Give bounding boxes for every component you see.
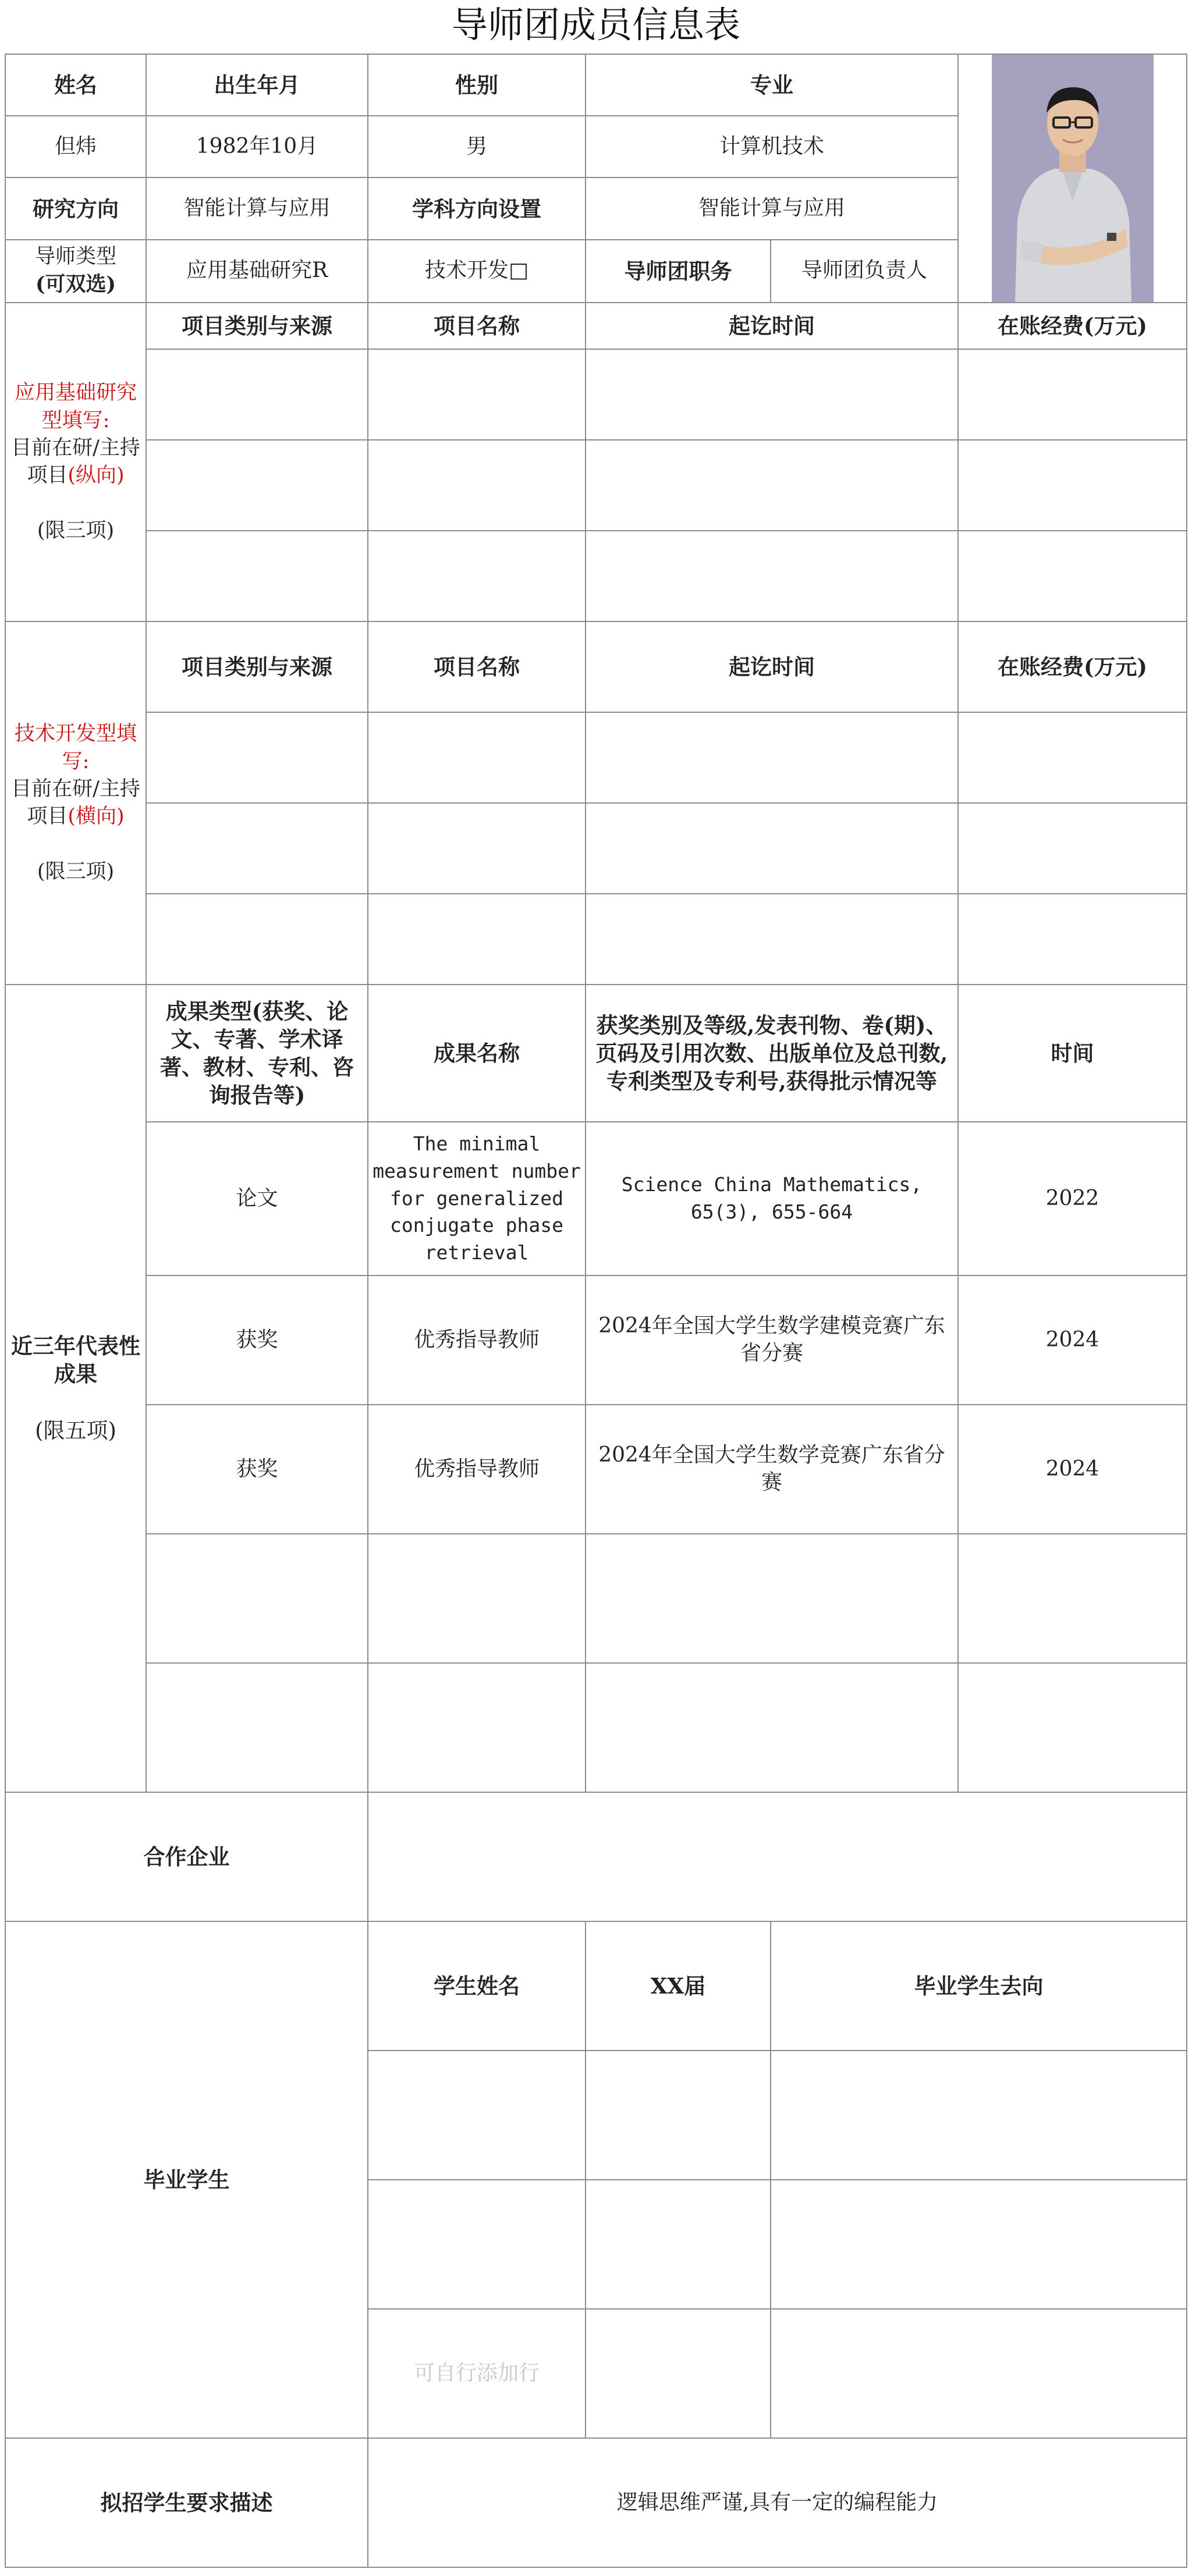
type-option-tech: 技术开发□ xyxy=(368,240,586,303)
achievement-row xyxy=(5,1275,1187,1405)
vertical-header-period: 起讫时间 xyxy=(586,303,958,349)
discipline-label: 学科方向设置 xyxy=(368,177,586,239)
achievement-time: 2022 xyxy=(958,1122,1187,1275)
graduate-header-name: 学生姓名 xyxy=(368,1921,586,2051)
achievements-label: 近三年代表性成果 (限五项) xyxy=(5,985,146,1792)
major-value: 计算机技术 xyxy=(586,116,958,177)
horizontal-header-period: 起讫时间 xyxy=(586,621,958,712)
vertical-project-row xyxy=(5,349,1187,440)
achievement-header-time: 时间 xyxy=(958,985,1187,1122)
achievement-time: 2024 xyxy=(958,1275,1187,1405)
graduates-label: 毕业学生 xyxy=(5,1921,368,2438)
achievement-detail: 2024年全国大学生数学竞赛广东省分赛 xyxy=(586,1405,958,1534)
horizontal-project-row xyxy=(5,894,1187,985)
achievement-type: 获奖 xyxy=(146,1405,368,1534)
achievement-detail: Science China Mathematics, 65(3), 655-664 xyxy=(586,1122,958,1275)
achievement-name: The minimal measurement number for generalized conjugate phase retrieval xyxy=(368,1122,586,1275)
vertical-projects-label: 应用基础研究型填写: 目前在研/主持项目(纵向) (限三项) xyxy=(5,303,146,621)
graduate-header-destination: 毕业学生去向 xyxy=(771,1921,1187,2051)
gender-label: 性别 xyxy=(368,54,586,116)
vertical-project-row xyxy=(5,440,1187,531)
achievement-row xyxy=(5,1405,1187,1534)
achievement-row xyxy=(5,1663,1187,1792)
position-label: 导师团职务 xyxy=(586,240,771,303)
discipline-value: 智能计算与应用 xyxy=(586,177,958,239)
type-option-applied: 应用基础研究R xyxy=(146,240,368,303)
page-title: 导师团成员信息表 xyxy=(451,3,740,46)
add-row-hint: 可自行添加行 xyxy=(368,2309,586,2438)
achievement-name: 优秀指导教师 xyxy=(368,1405,586,1534)
horizontal-header-funds: 在账经费(万元) xyxy=(958,621,1187,712)
achievement-header-detail: 获奖类别及等级,发表刊物、卷(期)、页码及引用次数、出版单位及总刊数,专利类型及专利号,获得批示情况等 xyxy=(586,985,958,1122)
achievement-detail: 2024年全国大学生数学建模竞赛广东省分赛 xyxy=(586,1275,958,1405)
graduate-header-year: XX届 xyxy=(586,1921,771,2051)
horizontal-project-row xyxy=(5,803,1187,894)
research-label: 研究方向 xyxy=(5,177,146,239)
achievement-time: 2024 xyxy=(958,1405,1187,1534)
photo-cell xyxy=(958,54,1187,303)
gender-value: 男 xyxy=(368,116,586,177)
name-label: 姓名 xyxy=(5,54,146,116)
achievement-row xyxy=(5,1122,1187,1275)
major-label: 专业 xyxy=(586,54,958,116)
achievement-header-name: 成果名称 xyxy=(368,985,586,1122)
vertical-project-row xyxy=(5,531,1187,621)
requirements-label: 拟招学生要求描述 xyxy=(5,2438,368,2567)
mentor-type-label: 导师类型 (可双选) xyxy=(5,240,146,303)
cooperation-value xyxy=(368,1792,1187,1921)
portrait-photo xyxy=(992,55,1154,302)
achievement-row xyxy=(5,1534,1187,1663)
vertical-header-funds: 在账经费(万元) xyxy=(958,303,1187,349)
vertical-header-name: 项目名称 xyxy=(368,303,586,349)
research-value: 智能计算与应用 xyxy=(146,177,368,239)
cooperation-label: 合作企业 xyxy=(5,1792,368,1921)
birth-label: 出生年月 xyxy=(146,54,368,116)
position-value: 导师团负责人 xyxy=(771,240,958,303)
name-value: 但炜 xyxy=(5,116,146,177)
achievement-name: 优秀指导教师 xyxy=(368,1275,586,1405)
achievement-type: 论文 xyxy=(146,1122,368,1275)
achievement-header-type: 成果类型(获奖、论文、专著、学术译著、教材、专利、咨询报告等) xyxy=(146,985,368,1122)
birth-value: 1982年10月 xyxy=(146,116,368,177)
mentor-info-table xyxy=(5,54,1187,2568)
horizontal-project-row xyxy=(5,712,1187,803)
requirements-value: 逻辑思维严谨,具有一定的编程能力 xyxy=(368,2438,1187,2567)
achievement-type: 获奖 xyxy=(146,1275,368,1405)
horizontal-header-source: 项目类别与来源 xyxy=(146,621,368,712)
horizontal-projects-label: 技术开发型填写: 目前在研/主持项目(横向) (限三项) xyxy=(5,621,146,985)
vertical-header-source: 项目类别与来源 xyxy=(146,303,368,349)
horizontal-header-name: 项目名称 xyxy=(368,621,586,712)
